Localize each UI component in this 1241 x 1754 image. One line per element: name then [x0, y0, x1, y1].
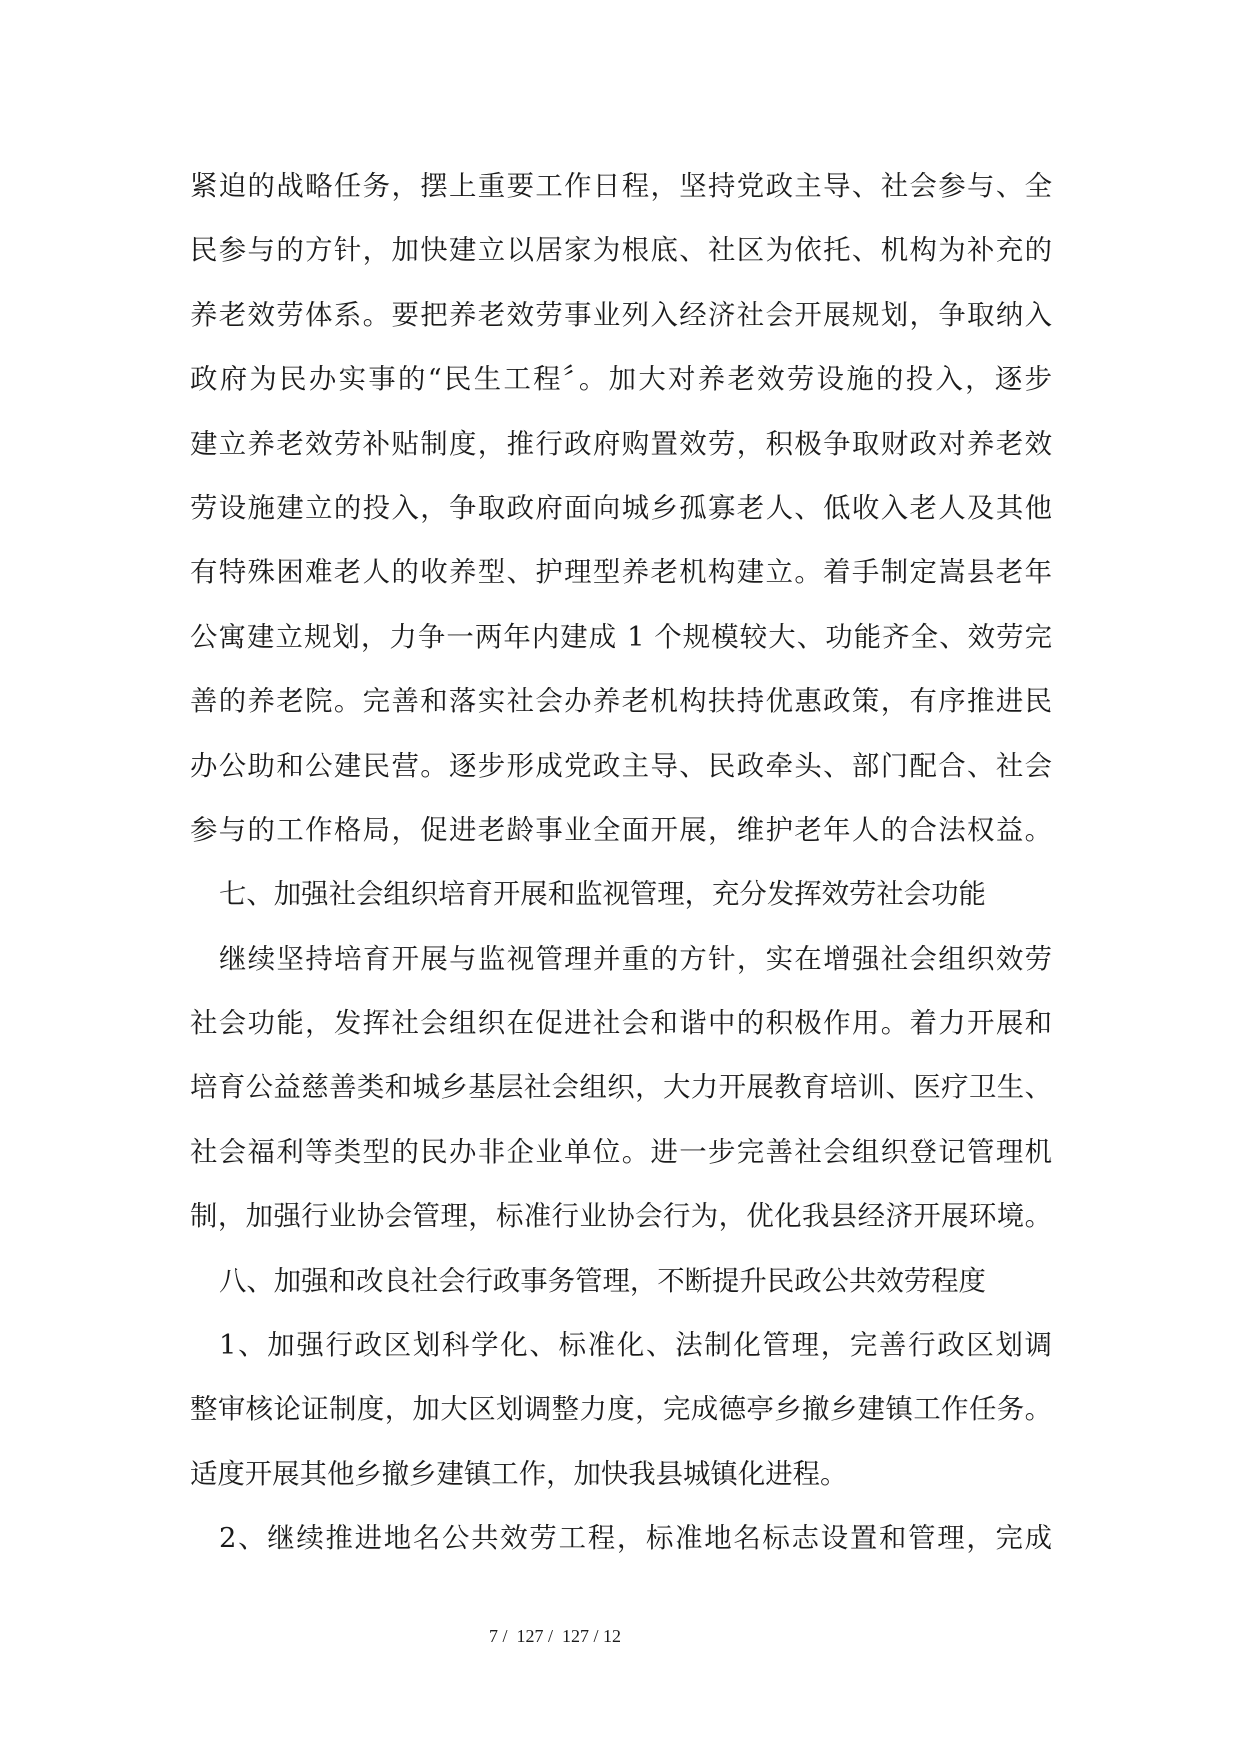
list-item-first-line: 1、加强行政区划科学化、标准化、法制化管理，完善行政区划调: [219, 1330, 1052, 1362]
text-line: 适度开展其他乡撤乡建镇工作，加快我县城镇化进程。: [190, 1458, 848, 1490]
text-line: 培育公益慈善类和城乡基层社会组织，大力开展教育培训、医疗卫生、: [190, 1072, 1052, 1104]
text-line: 办公助和公建民营。逐步形成党政主导、民政牵头、部门配合、社会: [190, 750, 1052, 782]
text-line: 建立养老效劳补贴制度，推行政府购置效劳，积极争取财政对养老效: [190, 428, 1052, 460]
list-item-first-line: 2、继续推进地名公共效劳工程，标准地名标志设置和管理，完成: [219, 1523, 1052, 1555]
text-line: 养老效劳体系。要把养老效劳事业列入经济社会开展规划，争取纳入: [190, 299, 1052, 331]
document-body: [190, 155, 1052, 1572]
text-line: 劳设施建立的投入，争取政府面向城乡孤寡老人、低收入老人及其他: [190, 492, 1052, 524]
text-line: 参与的工作格局，促进老龄事业全面开展，维护老年人的合法权益。: [190, 814, 1052, 846]
text-line: 政府为民办实事的“民生工程〞。加大对养老效劳设施的投入，逐步: [190, 364, 1052, 396]
text-line: 社会功能，发挥社会组织在促进社会和谐中的积极作用。着力开展和: [190, 1008, 1052, 1040]
text-line: 社会福利等类型的民办非企业单位。进一步完善社会组织登记管理机: [190, 1136, 1052, 1168]
text-line: 民参与的方针，加快建立以居家为根底、社区为依托、机构为补充的: [190, 235, 1052, 267]
text-line: 紧迫的战略任务，摆上重要工作日程，坚持党政主导、社会参与、全: [190, 171, 1052, 202]
paragraph-first-line: 继续坚持培育开展与监视管理并重的方针，实在增强社会组织效劳: [219, 943, 1052, 975]
section-heading: 八、加强和改良社会行政事务管理，不断提升民政公共效劳程度: [219, 1265, 986, 1297]
page-number-footer: 7 / 127 / 127 / 12: [488, 1626, 621, 1646]
text-line: 有特殊困难老人的收养型、护理型养老机构建立。着手制定嵩县老年: [190, 557, 1052, 589]
text-line: 公寓建立规划，力争一两年内建成 1 个规模较大、功能齐全、效劳完: [190, 621, 1052, 653]
text-line: 制，加强行业协会管理，标准行业协会行为，优化我县经济开展环境。: [190, 1201, 1052, 1233]
text-line: 善的养老院。完善和落实社会办养老机构扶持优惠政策，有序推进民: [190, 686, 1052, 718]
section-heading: 七、加强社会组织培育开展和监视管理，充分发挥效劳社会功能: [219, 879, 986, 911]
text-line: 整审核论证制度，加大区划调整力度，完成德亭乡撤乡建镇工作任务。: [190, 1394, 1052, 1426]
